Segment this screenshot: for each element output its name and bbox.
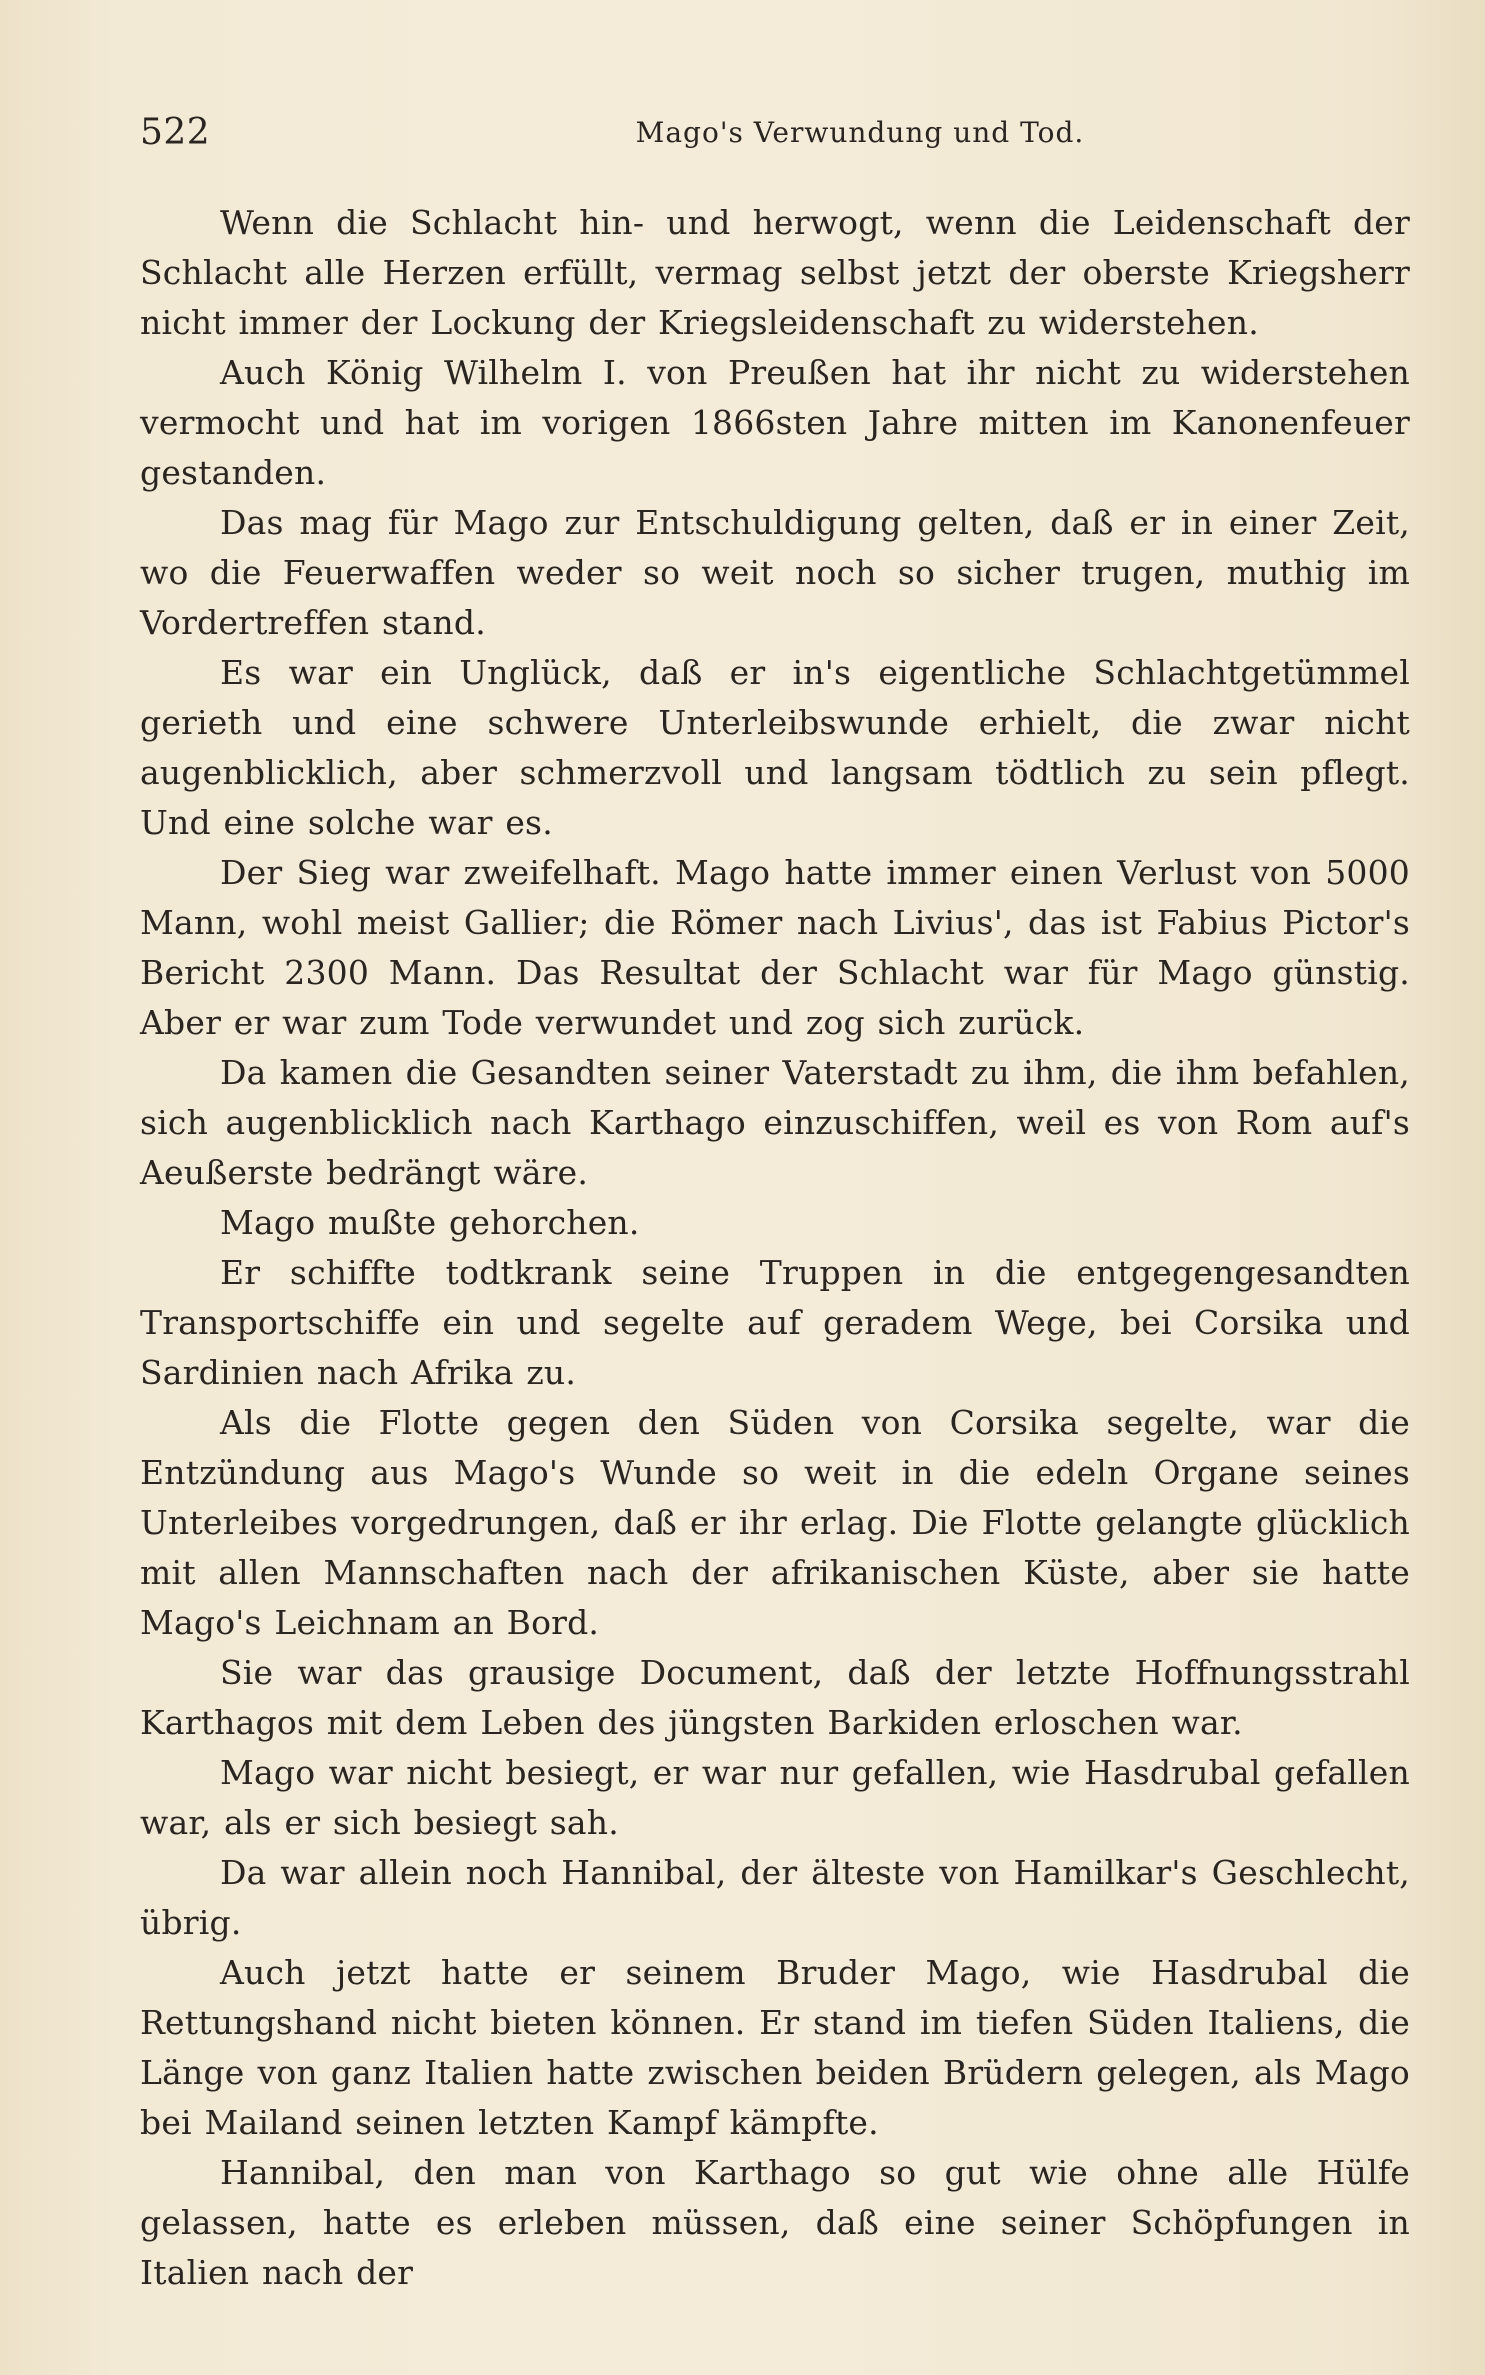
paragraph: Wenn die Schlacht hin- und herwogt, wenn die Leidenschaft der Schlacht alle Herzen erfüllt, vermag selbst jetzt der oberste Kriegsherr nicht immer der Lockung der Kriegsleidenschaft zu widerstehen. bbox=[140, 203, 1410, 342]
paragraph: Auch jetzt hatte er seinem Bruder Mago, wie Hasdrubal die Rettungshand nicht bieten können. Er stand im tiefen Süden Italiens, die Länge von ganz Italien hatte zwischen beiden Brüdern gelegen, als Mago bei Mailand seinen letzten Kampf kämpfte. bbox=[140, 1953, 1410, 2142]
paragraph: Es war ein Unglück, daß er in's eigentliche Schlachtgetümmel gerieth und eine schwere Unterleibswunde erhielt, die zwar nicht augenblicklich, aber schmerzvoll und langsam tödtlich zu sein pflegt. Und eine solche war es. bbox=[140, 653, 1410, 842]
paragraph: Auch König Wilhelm I. von Preußen hat ihr nicht zu widerstehen vermocht und hat im vorigen 1866sten Jahre mitten im Kanonenfeuer gestanden. bbox=[140, 353, 1410, 492]
paragraph: Der Sieg war zweifelhaft. Mago hatte immer einen Verlust von 5000 Mann, wohl meist Gallier; die Römer nach Livius', das ist Fabius Pictor's Bericht 2300 Mann. Das Resultat der Schlacht war für Mago günstig. Aber er war zum Tode verwundet und zog sich zurück. bbox=[140, 853, 1410, 1042]
paragraph: Da war allein noch Hannibal, der älteste von Hamilkar's Geschlecht, übrig. bbox=[140, 1853, 1410, 1942]
paragraph: Als die Flotte gegen den Süden von Corsika segelte, war die Entzündung aus Mago's Wunde so weit in die edeln Organe seines Unterleibes vorgedrungen, daß er ihr erlag. Die Flotte gelangte glücklich mit allen Mannschaften nach der afrikanischen Küste, aber sie hatte Mago's Leichnam an Bord. bbox=[140, 1403, 1410, 1642]
page-header bbox=[140, 112, 1410, 164]
paragraph: Er schiffte todtkrank seine Truppen in die entgegengesandten Transportschiffe ein und segelte auf geradem Wege, bei Corsika und Sardinien nach Afrika zu. bbox=[140, 1253, 1410, 1392]
paragraph: Mago war nicht besiegt, er war nur gefallen, wie Hasdrubal gefallen war, als er sich besiegt sah. bbox=[140, 1753, 1410, 1842]
paragraph: Das mag für Mago zur Entschuldigung gelten, daß er in einer Zeit, wo die Feuerwaffen weder so weit noch so sicher trugen, muthig im Vordertreffen stand. bbox=[140, 503, 1410, 642]
paragraph: Sie war das grausige Document, daß der letzte Hoffnungsstrahl Karthagos mit dem Leben des jüngsten Barkiden erloschen war. bbox=[140, 1653, 1410, 1742]
paragraph: Mago mußte gehorchen. bbox=[220, 1203, 640, 1242]
paragraph: Da kamen die Gesandten seiner Vaterstadt zu ihm, die ihm befahlen, sich augenblicklich nach Karthago einzuschiffen, weil es von Rom auf's Aeußerste bedrängt wäre. bbox=[140, 1053, 1410, 1192]
page-number: 522 bbox=[140, 112, 211, 153]
body-text bbox=[140, 198, 1410, 2298]
running-title: Mago's Verwundung und Tod. bbox=[635, 116, 1085, 149]
paragraph: Hannibal, den man von Karthago so gut wie ohne alle Hülfe gelassen, hatte es erleben müssen, daß eine seiner Schöpfungen in Italien nach der bbox=[140, 2153, 1410, 2292]
